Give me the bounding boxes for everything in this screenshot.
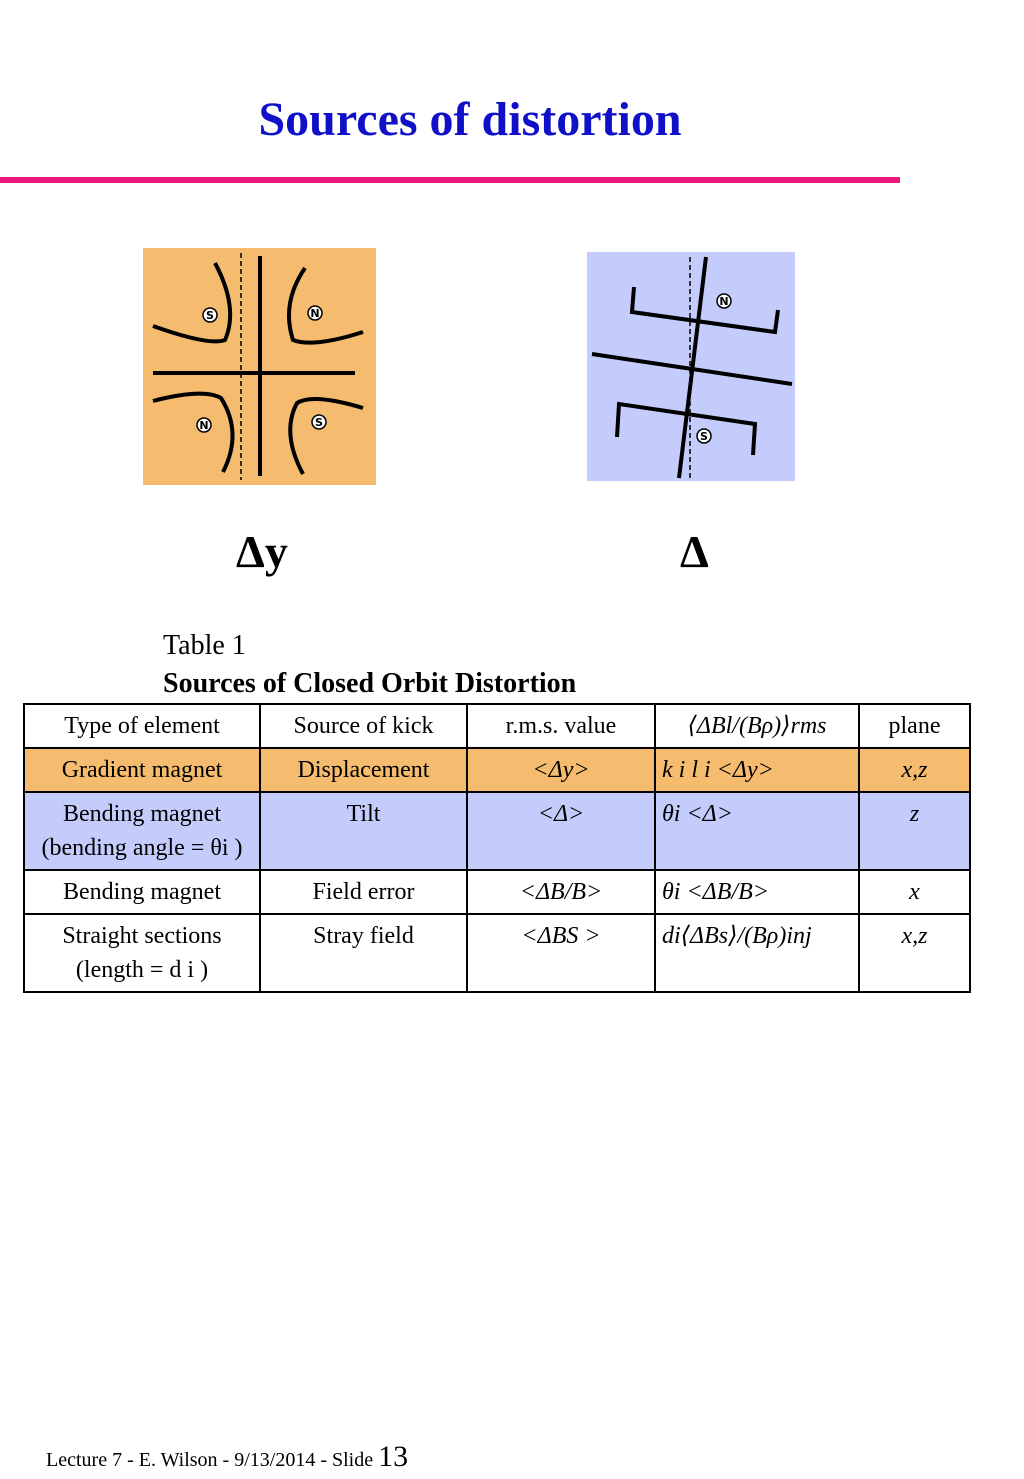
cell-plane: x,z [859, 748, 970, 792]
pole-bottom-left [153, 394, 233, 472]
pole-label-n1: N [310, 307, 320, 320]
cell-type: Straight sections (length = d i ) [24, 914, 260, 992]
table-row [24, 914, 970, 992]
quadrupole-magnet-figure [143, 248, 376, 485]
header-rms: r.m.s. value [467, 704, 655, 748]
cell-kick: k i l i <Δy> [655, 748, 859, 792]
pole-label-s2: S [315, 416, 323, 429]
cell-type: Gradient magnet [24, 748, 260, 792]
pole-bottom-right [290, 399, 363, 474]
table-number: Table 1 [163, 630, 246, 661]
cell-kick: θi <ΔB/B> [655, 870, 859, 914]
closed-orbit-distortion-table [23, 703, 971, 993]
pole-label-s: S [700, 430, 708, 443]
cell-source: Displacement [260, 748, 467, 792]
tilt-label: Δ [680, 526, 709, 577]
header-source: Source of kick [260, 704, 467, 748]
footer-text: Lecture 7 - E. Wilson - 9/13/2014 - Slide [46, 1449, 374, 1471]
cell-plane: z [859, 792, 970, 870]
pole-top-left [153, 263, 230, 341]
cell-rms: <ΔBS > [467, 914, 655, 992]
page-title: Sources of distortion [258, 93, 682, 146]
pole-label-n2: N [199, 419, 209, 432]
pole-top-right [289, 268, 363, 343]
dipole-magnet-figure [587, 252, 795, 481]
header-type: Type of element [24, 704, 260, 748]
pole-label-n: N [719, 295, 729, 308]
cell-kick: θi <Δ> [655, 792, 859, 870]
cell-plane: x,z [859, 914, 970, 992]
table-header-row [24, 704, 970, 748]
table-row [24, 870, 970, 914]
header-plane: plane [859, 704, 970, 748]
title-divider [0, 177, 900, 183]
dipole-diagram [587, 252, 795, 481]
cell-source: Stray field [260, 914, 467, 992]
cell-plane: x [859, 870, 970, 914]
slide-footer [46, 1440, 408, 1474]
cell-source: Tilt [260, 792, 467, 870]
cell-rms: <Δy> [467, 748, 655, 792]
pole-top [632, 287, 778, 332]
pole-label-s1: S [206, 309, 214, 322]
quadrupole-diagram [143, 248, 376, 485]
cell-rms: <ΔB/B> [467, 870, 655, 914]
cell-kick: di⟨ΔBs⟩/(Bρ)inj [655, 914, 859, 992]
cell-type: Bending magnet [24, 870, 260, 914]
slide-number: 13 [378, 1440, 409, 1473]
table-title: Sources of Closed Orbit Distortion [163, 668, 577, 699]
displacement-label: Δy [236, 526, 288, 577]
cell-source: Field error [260, 870, 467, 914]
header-kick: ⟨ΔBl/(Bρ)⟩rms [655, 704, 859, 748]
table-row [24, 748, 970, 792]
table-row [24, 792, 970, 870]
cell-type: Bending magnet (bending angle = θi ) [24, 792, 260, 870]
cell-rms: <Δ> [467, 792, 655, 870]
